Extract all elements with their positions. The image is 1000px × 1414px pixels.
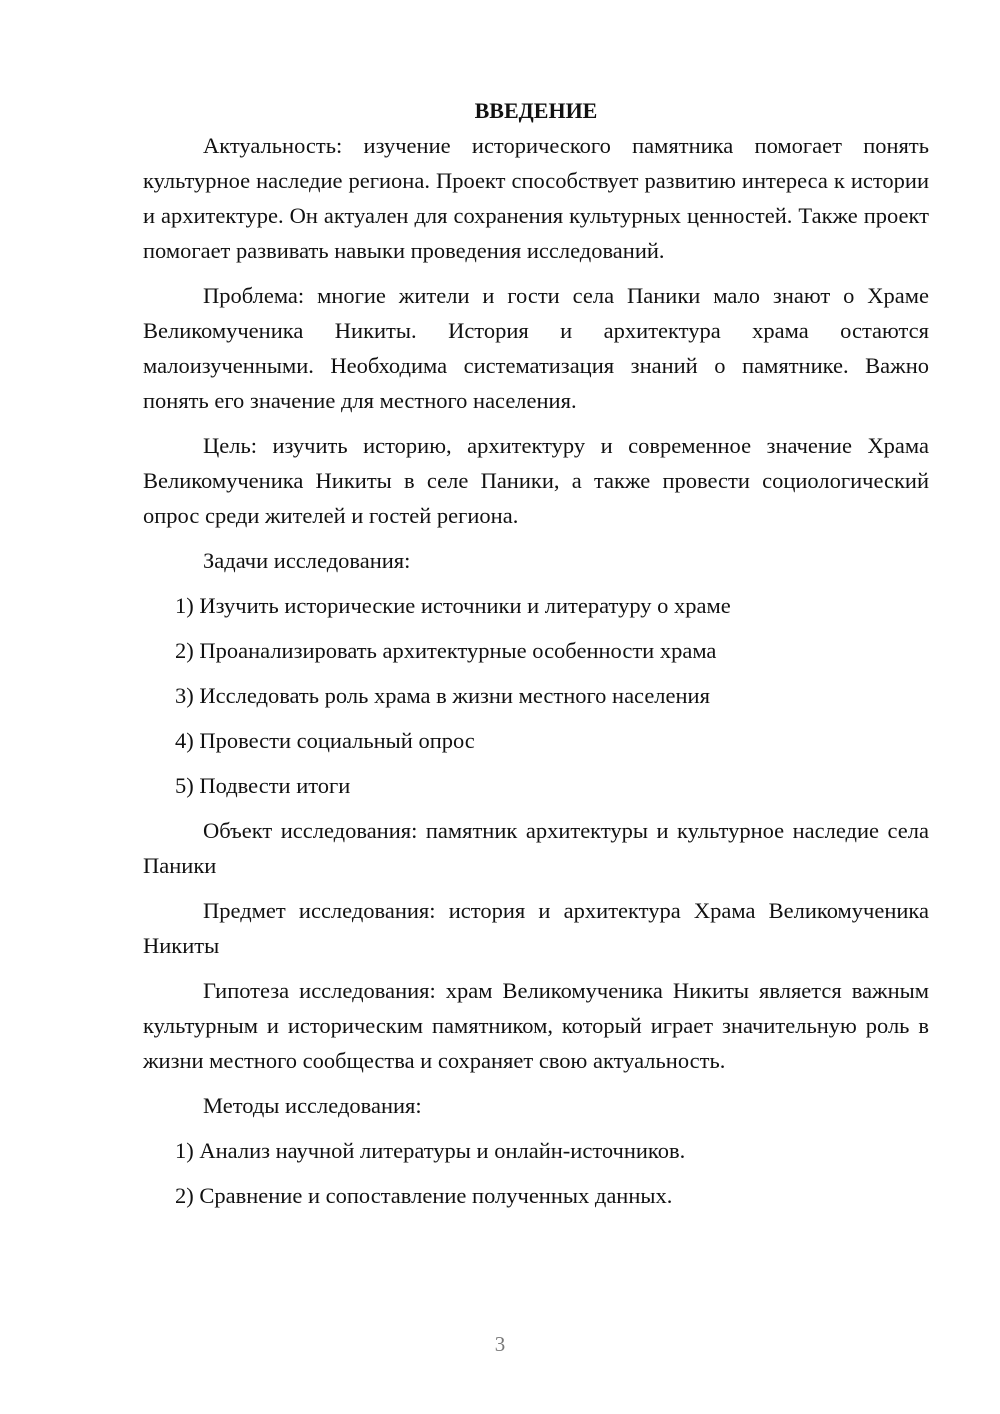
methods-heading: Методы исследования: [203,1093,422,1118]
task-item: 3) Исследовать роль храма в жизни местного населения [175,683,710,708]
subject-paragraph: Предмет исследования: история и архитектура Храма Великомученика Никиты [143,898,929,958]
tasks-heading: Задачи исследования: [203,548,411,573]
section-title: ВВЕДЕНИЕ [474,98,598,123]
problem-paragraph: Проблема: многие жители и гости села Паники мало знают о Храме Великомученика Никиты. История и архитектура храма остаются малоизученными. Необходима систематизация знаний о памятнике. Важно понять его значение для местного населения. [143,283,929,413]
relevance-paragraph: Актуальность: изучение исторического памятника помогает понять культурное наследие региона. Проект способствует развитию интереса к истории и архитектуре. Он актуален для сохранения культурных ценностей. Также проект помогает развивать навыки проведения исследований. [143,133,929,263]
task-item: 1) Изучить исторические источники и литературу о храме [175,593,731,618]
page-content [143,93,929,1223]
method-item: 1) Анализ научной литературы и онлайн-источников. [175,1138,686,1163]
page-number: 3 [494,1332,506,1356]
task-item: 2) Проанализировать архитектурные особенности храма [175,638,717,663]
task-item: 4) Провести социальный опрос [175,728,475,753]
goal-paragraph: Цель: изучить историю, архитектуру и современное значение Храма Великомученика Никиты в селе Паники, а также провести социологический опрос среди жителей и гостей региона. [143,433,929,528]
object-paragraph: Объект исследования: памятник архитектуры и культурное наследие села Паники [143,818,929,878]
hypothesis-paragraph: Гипотеза исследования: храм Великомученика Никиты является важным культурным и историческим памятником, который играет значительную роль в жизни местного сообщества и сохраняет свою актуальность. [143,978,929,1073]
method-item: 2) Сравнение и сопоставление полученных данных. [175,1183,673,1208]
task-item: 5) Подвести итоги [175,773,351,798]
